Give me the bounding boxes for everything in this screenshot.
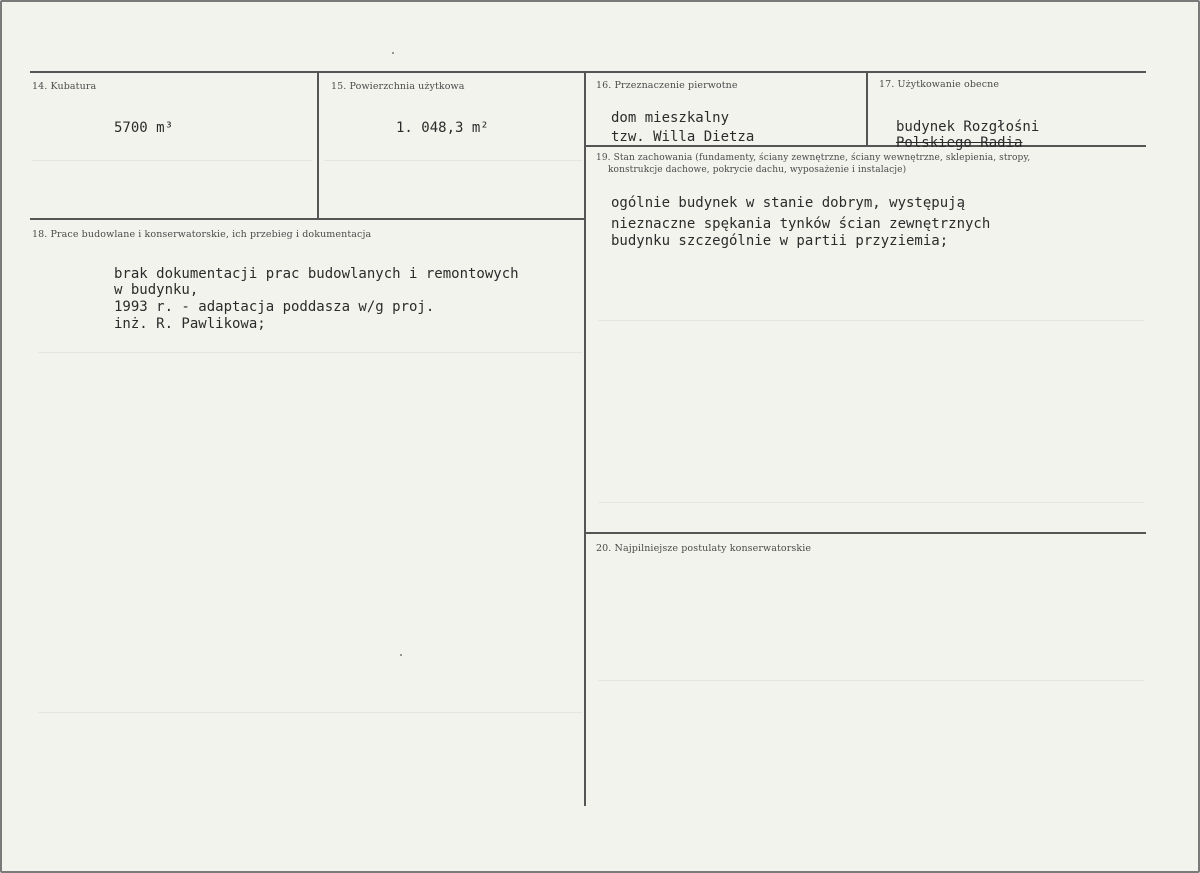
prace-label: 18. Prace budowlane i konserwatorskie, ich przebieg i dokumentacja — [32, 229, 372, 240]
form-page — [2, 2, 1198, 871]
paper-speck — [392, 52, 394, 54]
section-18-rule — [30, 218, 584, 220]
divider-16-17 — [866, 72, 868, 146]
faint-rule — [598, 502, 1144, 503]
stan-value-line-2: nieznaczne spękania tynków ścian zewnętrznych — [611, 216, 991, 232]
faint-rule — [38, 712, 582, 713]
divider-14-15 — [317, 72, 319, 218]
faint-rule — [598, 680, 1144, 681]
powierzchnia-label: 15. Powierzchnia użytkowa — [331, 81, 465, 92]
stan-value-line-3: budynku szczególnie w partii przyziemia; — [611, 233, 949, 249]
uzytkowanie-value-line-1: budynek Rozgłośni — [896, 119, 1040, 135]
prace-value-line-2: w budynku, — [114, 282, 199, 298]
stan-label-line-1: 19. Stan zachowania (fundamenty, ściany zewnętrzne, ściany wewnętrzne, sklepienia, stropy, — [596, 153, 1031, 163]
faint-rule — [598, 320, 1144, 321]
faint-rule — [32, 160, 312, 161]
prace-value-line-3: 1993 r. - adaptacja poddasza w/g proj. — [114, 299, 435, 315]
paper-speck — [400, 654, 402, 656]
przeznaczenie-label: 16. Przeznaczenie pierwotne — [596, 80, 738, 91]
center-divider — [584, 72, 586, 806]
prace-value-line-1: brak dokumentacji prac budowlanych i remontowych — [114, 266, 519, 282]
stan-value-line-1: ogólnie budynek w stanie dobrym, występują — [611, 195, 966, 211]
section-20-rule — [586, 532, 1146, 534]
powierzchnia-value: 1. 048,3 m² — [396, 120, 489, 136]
kubatura-value: 5700 m³ — [114, 120, 174, 136]
prace-value-line-4: inż. R. Pawlikowa; — [114, 316, 266, 332]
kubatura-label: 14. Kubatura — [32, 81, 97, 92]
przeznaczenie-value-line-1: dom mieszkalny — [611, 110, 730, 126]
przeznaczenie-value-line-2: tzw. Willa Dietza — [611, 129, 755, 145]
uzytkowanie-label: 17. Użytkowanie obecne — [879, 79, 1000, 90]
faint-rule — [324, 160, 582, 161]
stan-label-line-2: konstrukcje dachowe, pokrycie dachu, wyposażenie i instalacje) — [608, 165, 907, 175]
postulaty-label: 20. Najpilniejsze postulaty konserwatorskie — [596, 543, 812, 554]
uzytkowanie-value-line-2: Polskiego Radia — [896, 135, 1023, 151]
faint-rule — [38, 352, 582, 353]
top-rule — [30, 71, 1146, 73]
